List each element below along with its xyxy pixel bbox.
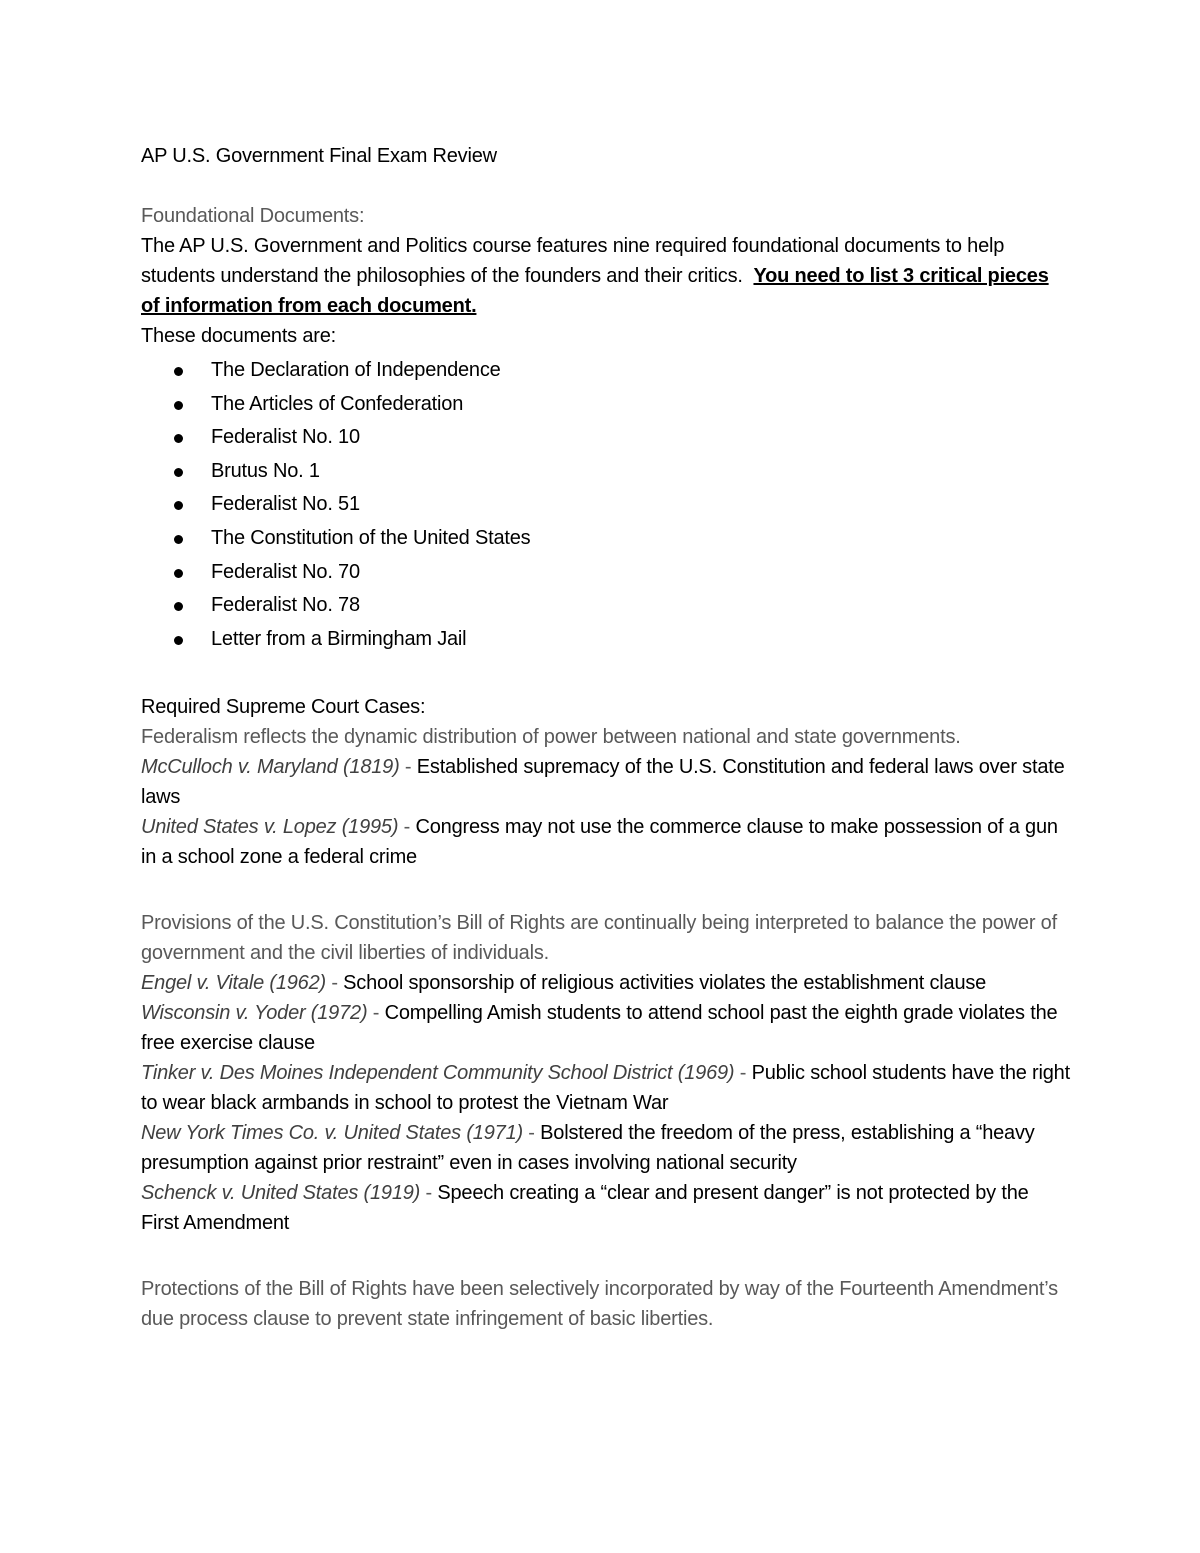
list-item: Federalist No. 70 bbox=[141, 556, 1071, 590]
spacer bbox=[141, 1238, 1071, 1274]
list-item: Brutus No. 1 bbox=[141, 455, 1071, 489]
list-item: Federalist No. 10 bbox=[141, 421, 1071, 455]
case-entry bbox=[141, 998, 1071, 1058]
foundational-intro bbox=[141, 231, 1071, 321]
page-title: AP U.S. Government Final Exam Review bbox=[141, 145, 497, 167]
case-entry bbox=[141, 968, 1071, 998]
list-intro: These documents are: bbox=[141, 325, 336, 347]
case-summary: Congress may not use the commerce clause to make possession of a gun in a school zone a federal crime bbox=[141, 816, 1058, 869]
case-entry bbox=[141, 1178, 1071, 1238]
document-body bbox=[141, 141, 1071, 1334]
case-name: Wisconsin v. Yoder (1972) bbox=[141, 1002, 368, 1025]
case-separator: - bbox=[522, 1122, 541, 1145]
case-name: New York Times Co. v. United States (1971) bbox=[141, 1122, 523, 1145]
case-summary: Public school students have the right to wear black armbands in school to protest the Vietnam War bbox=[141, 1062, 1070, 1115]
case-name: McCulloch v. Maryland (1819) bbox=[141, 756, 400, 779]
case-summary: Established supremacy of the U.S. Constitution and federal laws over state laws bbox=[141, 756, 1065, 809]
foundational-heading: Foundational Documents: bbox=[141, 205, 365, 227]
case-separator: - bbox=[420, 1182, 438, 1205]
case-summary: Bolstered the freedom of the press, establishing a “heavy presumption against prior restraint” even in cases involving national security bbox=[141, 1122, 1035, 1175]
document-list bbox=[141, 354, 1071, 656]
incorporation-theme: Protections of the Bill of Rights have been selectively incorporated by way of the Fourteenth Amendment’s due process clause to prevent state infringement of basic liberties. bbox=[141, 1278, 1058, 1331]
instruction-text: You need to list 3 critical pieces of information from each document. bbox=[141, 265, 1049, 317]
case-separator: - bbox=[734, 1062, 752, 1085]
case-summary: Compelling Amish students to attend school past the eighth grade violates the free exercise clause bbox=[141, 1002, 1058, 1055]
list-item: Letter from a Birmingham Jail bbox=[141, 623, 1071, 657]
intro-text: The AP U.S. Government and Politics course features nine required foundational documents to help students understand the philosophies of the founders and their critics. bbox=[141, 235, 1005, 287]
case-name: Engel v. Vitale (1962) bbox=[141, 972, 326, 995]
case-summary: Speech creating a “clear and present danger” is not protected by the First Amendment bbox=[141, 1182, 1029, 1235]
case-separator: - bbox=[398, 816, 416, 839]
list-item: Federalist No. 78 bbox=[141, 589, 1071, 623]
list-item: The Declaration of Independence bbox=[141, 354, 1071, 388]
spacer bbox=[141, 656, 1071, 692]
federalism-theme: Federalism reflects the dynamic distribution of power between national and state governments. bbox=[141, 726, 961, 749]
case-separator: - bbox=[399, 756, 417, 779]
list-item: The Constitution of the United States bbox=[141, 522, 1071, 556]
case-summary: School sponsorship of religious activities violates the establishment clause bbox=[343, 972, 987, 995]
case-name: Schenck v. United States (1919) bbox=[141, 1182, 421, 1205]
list-item: The Articles of Confederation bbox=[141, 388, 1071, 422]
case-entry bbox=[141, 1118, 1071, 1178]
case-entry bbox=[141, 752, 1071, 812]
case-name: United States v. Lopez (1995) bbox=[141, 816, 399, 839]
civil-liberties-theme: Provisions of the U.S. Constitution’s Bill of Rights are continually being interpreted to balance the power of government and the civil liberties of individuals. bbox=[141, 912, 1057, 965]
cases-heading: Required Supreme Court Cases: bbox=[141, 696, 426, 719]
spacer bbox=[141, 872, 1071, 908]
case-name: Tinker v. Des Moines Independent Community School District (1969) bbox=[141, 1062, 735, 1085]
case-entry bbox=[141, 1058, 1071, 1118]
case-separator: - bbox=[367, 1002, 385, 1025]
case-entry bbox=[141, 812, 1071, 872]
case-separator: - bbox=[325, 972, 344, 995]
list-item: Federalist No. 51 bbox=[141, 488, 1071, 522]
